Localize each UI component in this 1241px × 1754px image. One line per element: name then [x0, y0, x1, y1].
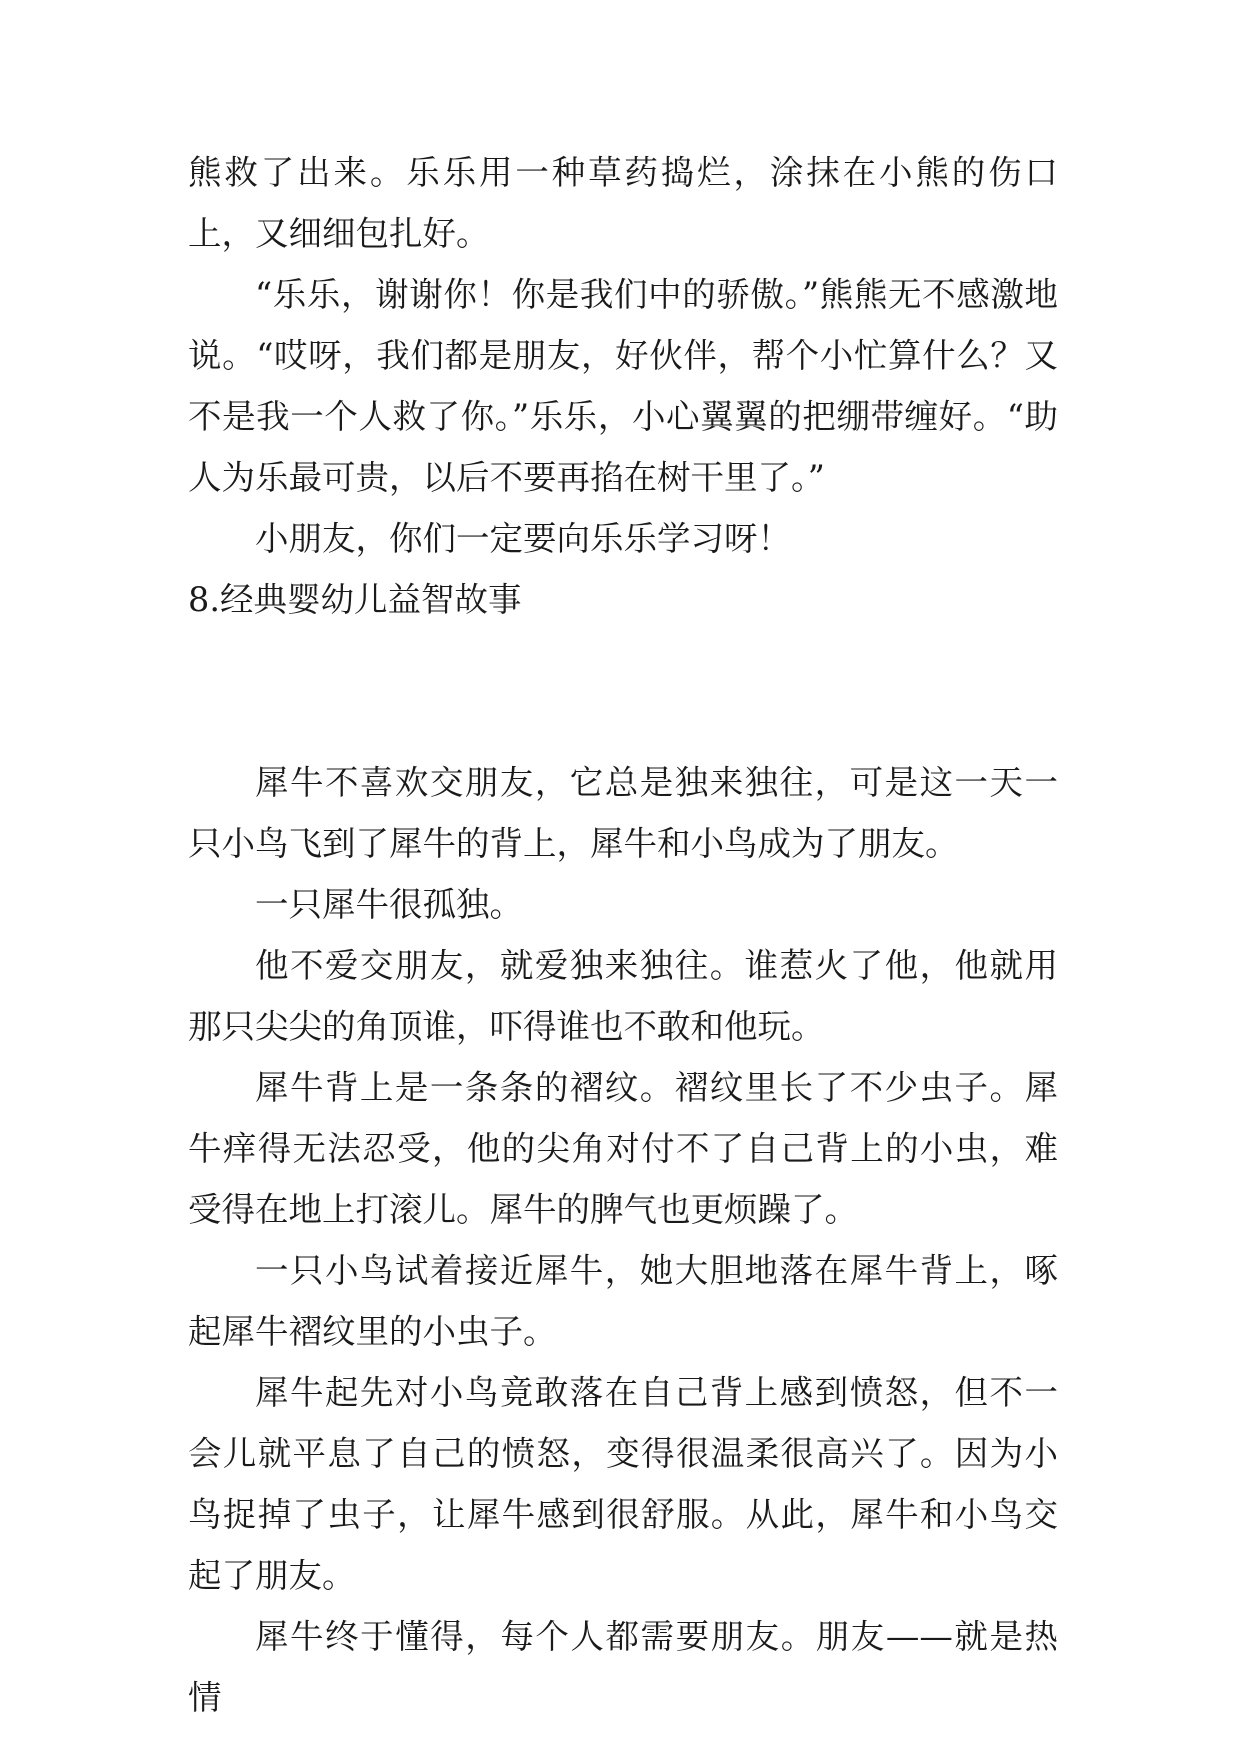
paragraph: 犀牛背上是一条条的褶纹。褶纹里长了不少虫子。犀牛痒得无法忍受，他的尖角对付不了自己背上的小虫，难受得在地上打滚儿。犀牛的脾气也更烦躁了。 [188, 1068, 1058, 1229]
paragraph: 一只犀牛很孤独。 [255, 885, 523, 924]
paragraph: “乐乐，谢谢你！你是我们中的骄傲。”熊熊无不感激地说。“哎呀，我们都是朋友，好伙伴，帮个小忙算什么？又不是我一个人救了你。”乐乐，小心翼翼的把绷带缠好。“助人为乐最可贵，以后不要再掐在树干里了。” [188, 275, 1058, 497]
paragraph: 小朋友，你们一定要向乐乐学习呀！ [255, 519, 791, 558]
document-body [188, 142, 1058, 1728]
section-heading: 8.经典婴幼儿益智故事 [188, 580, 522, 619]
blank-spacer [188, 630, 1058, 752]
paragraph: 犀牛不喜欢交朋友，它总是独来独往，可是这一天一只小鸟飞到了犀牛的背上，犀牛和小鸟成为了朋友。 [188, 763, 1058, 863]
paragraph: 他不爱交朋友，就爱独来独往。谁惹火了他，他就用那只尖尖的角顶谁，吓得谁也不敢和他玩。 [188, 946, 1058, 1046]
paragraph: 一只小鸟试着接近犀牛，她大胆地落在犀牛背上，啄起犀牛褶纹里的小虫子。 [188, 1251, 1058, 1351]
paragraph: 犀牛起先对小鸟竟敢落在自己背上感到愤怒，但不一会儿就平息了自己的愤怒，变得很温柔很高兴了。因为小鸟捉掉了虫子，让犀牛感到很舒服。从此，犀牛和小鸟交起了朋友。 [188, 1373, 1058, 1595]
paragraph: 熊救了出来。乐乐用一种草药捣烂，涂抹在小熊的伤口上，又细细包扎好。 [188, 153, 1058, 253]
paragraph: 犀牛终于懂得，每个人都需要朋友。朋友——就是热情 [188, 1617, 1058, 1717]
